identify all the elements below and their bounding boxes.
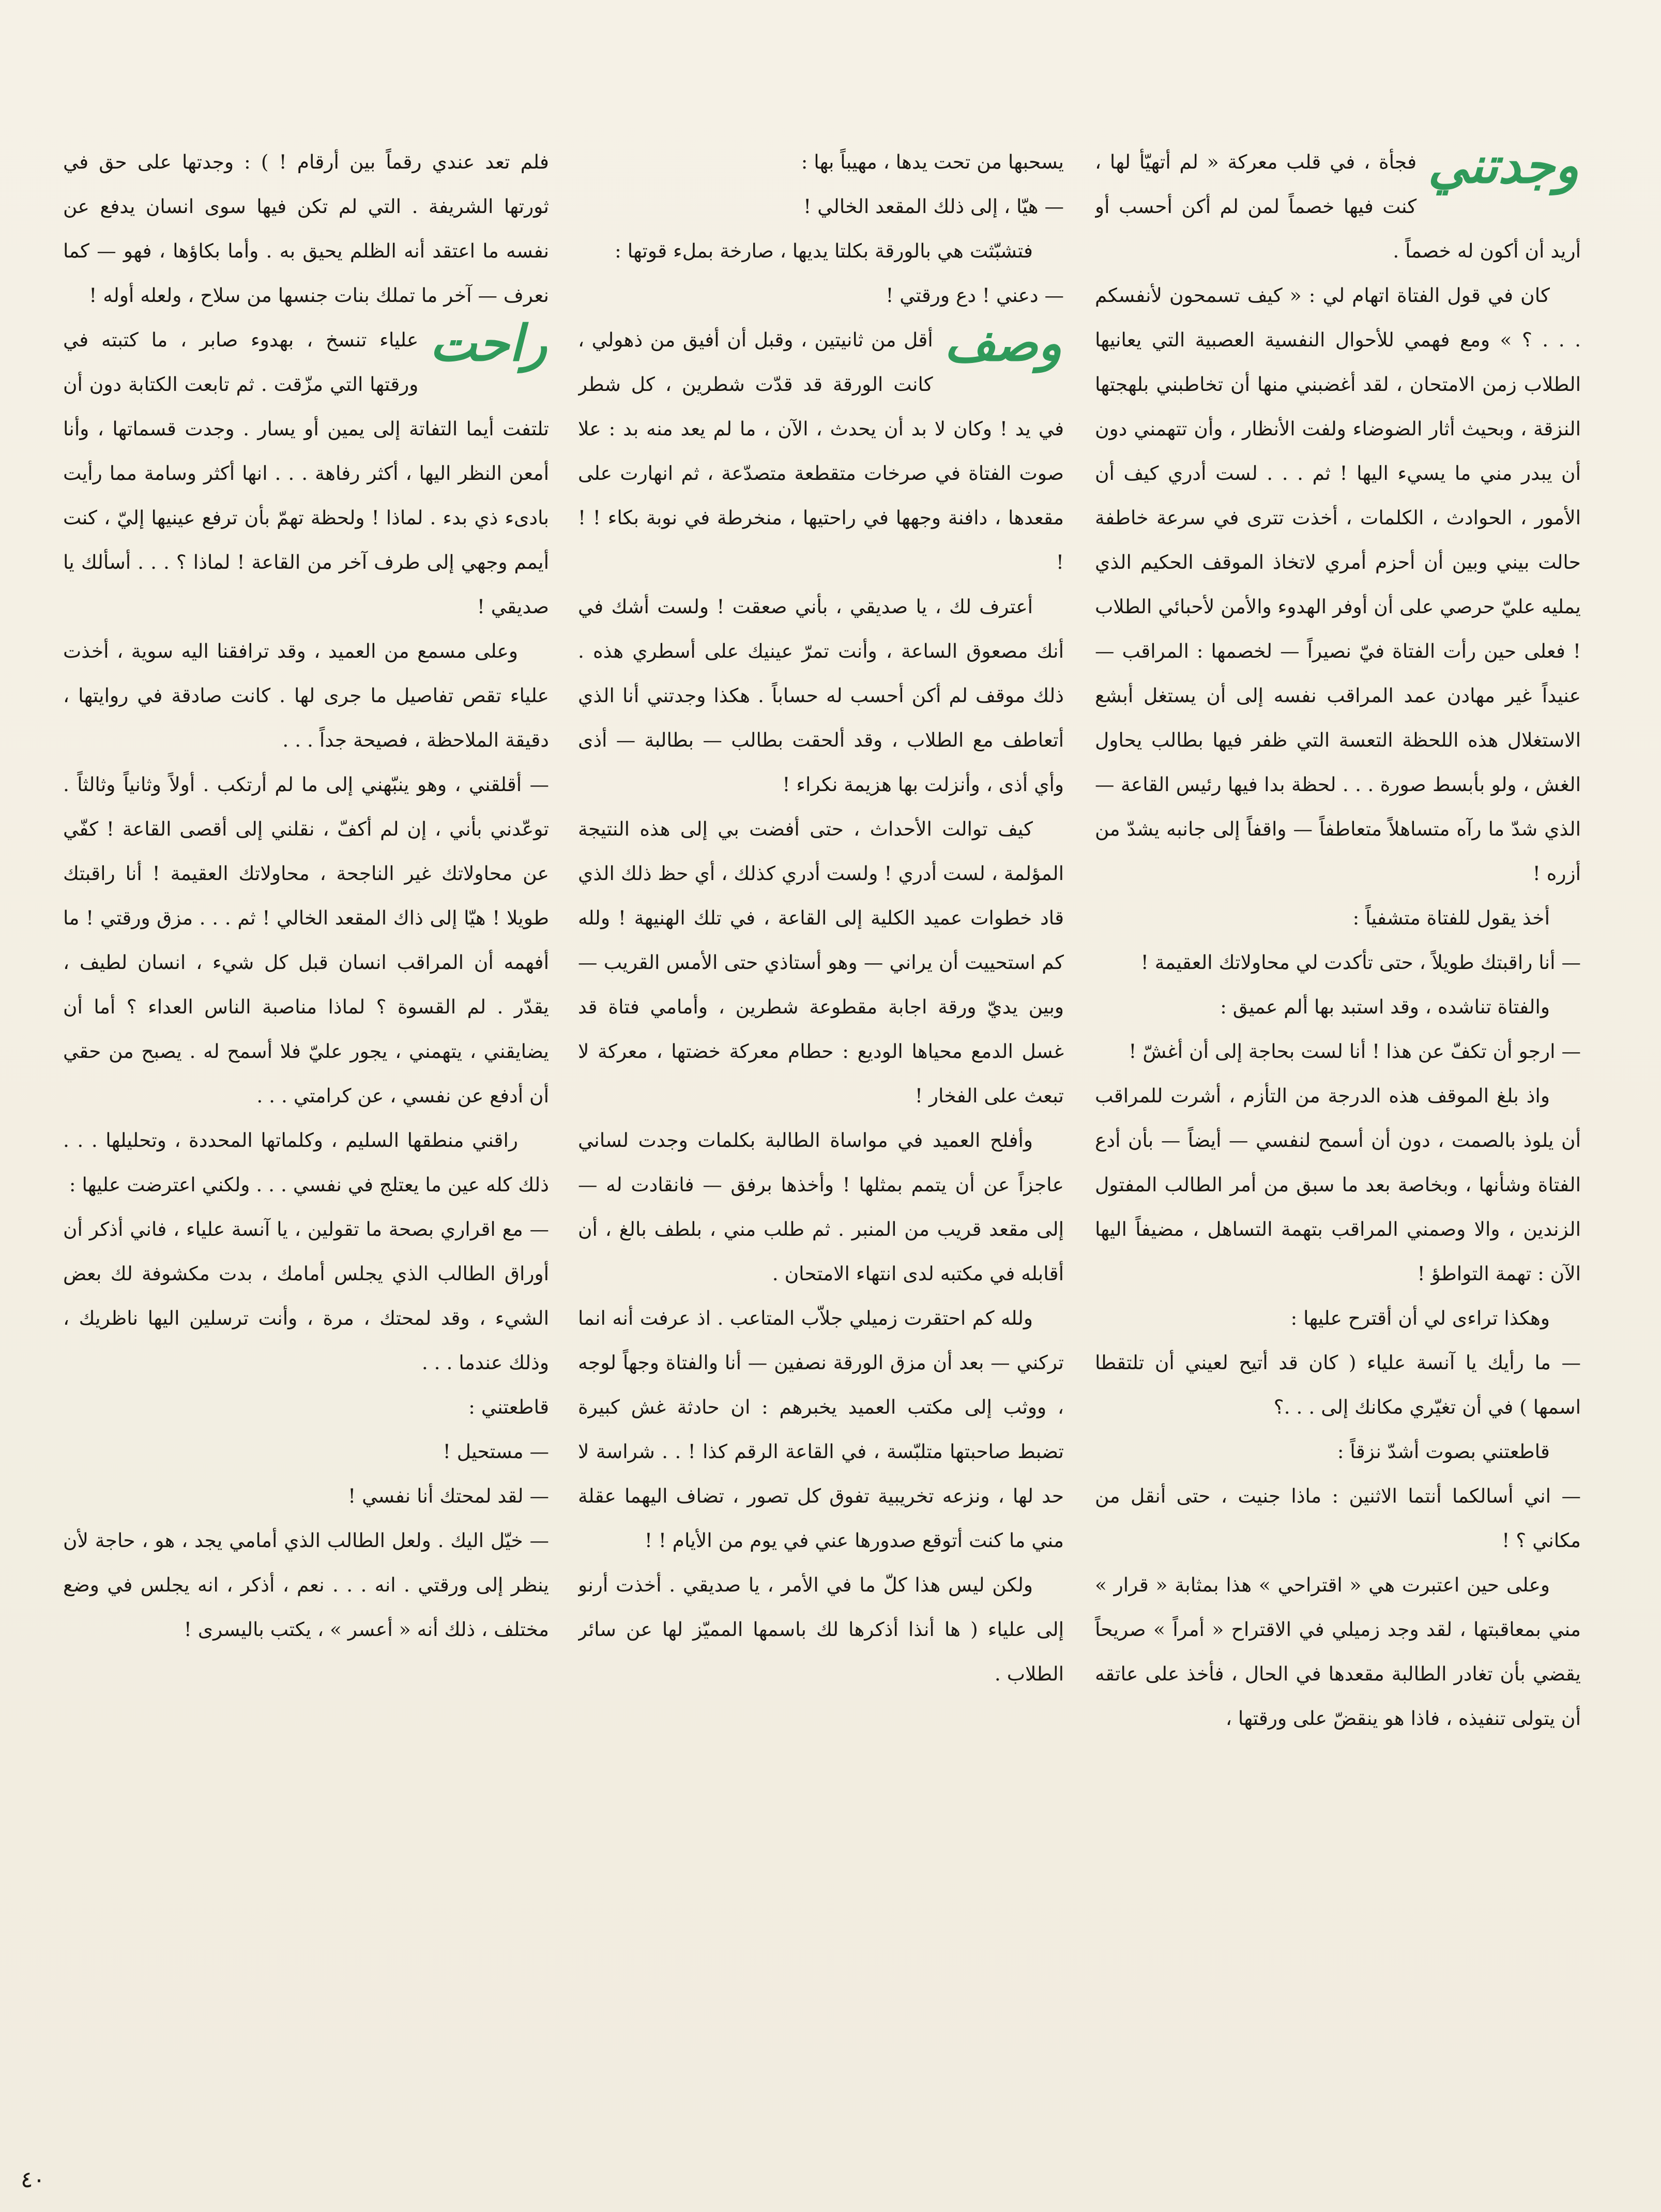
- paragraph: ولله كم احتقرت زميلي جلاّب المتاعب . اذ عرفت أنه انما تركني — بعد أن مزق الورقة نصفين — أنا والفتاة وجهاً لوجه ، ووثب إلى مكتب العميد يخبرهم : ان حادثة غش كبيرة تضبط صاحبتها متلبّسة ، في القاعة الرقم كذا ! . . شراسة لا حد لها ، ونزعه تخريبية تفوق كل تصور ، تضاف اليهما عقلة مني ما كنت أتوقع صدورها عني في يوم من الأيام ! !: [578, 1307, 1064, 1552]
- section-heading-left: راحت: [430, 314, 547, 372]
- text-column-right: [1095, 140, 1581, 2120]
- paragraph: وأفلح العميد في مواساة الطالبة بكلمات وجدت لساني عاجزاً عن أن يتمم بمثلها ! وأخذها برفق — فانقادت له — إلى مقعد قريب من المنبر . ثم طلب مني ، بلطف بالغ ، أن أقابله في مكتبه لدى انتهاء الامتحان .: [578, 1129, 1064, 1285]
- paragraph: — أقلقني ، وهو ينبّهني إلى ما لم أرتكب . أولاً وثانياً وثالثاً . توعّدني بأني ، إن لم أكفّ ، نقلني إلى أقصى القاعة ! كفّي عن محاولاتك غير الناجحة ، محاولاتك العقيمة ! أنا راقبتك طويلا ! هيّا إلى ذاك المقعد الخالي ! ثم . . . مزق ورقتي ! ما أفهمه أن المراقب انسان قبل كل شيء ، انسان لطيف ، يقدّر . لم القسوة ؟ لماذا مناصبة الناس العداء ؟ أما أن يضايقني ، يتهمني ، يجور عليّ فلا أسمح له . يصبح من حقي أن أدفع عن نفسي ، عن كرامتي . . .: [63, 773, 549, 1107]
- page-number: ٤٠: [21, 2166, 45, 2193]
- paragraph: والفتاة تناشده ، وقد استبد بها ألم عميق :: [1220, 995, 1550, 1018]
- paragraph: أقل من ثانيتين ، وقبل أن أفيق من ذهولي ، كانت الورقة قد قدّت شطرين ، كل شطر في يد ! وكان لا بد أن يحدث ، الآن ، ما لم يعد منه بد : علا صوت الفتاة في صرخات متقطعة متصدّعة ، ثم انهارت على مقعدها ، دافنة وجهها في راحتيها ، منخرطة في نوبة بكاء ! ! !: [578, 328, 1064, 573]
- paragraph: — لقد لمحتك أنا نفسي !: [348, 1484, 549, 1507]
- paragraph: فلم تعد عندي رقماً بين أرقام ! ) : وجدتها على حق في ثورتها الشريفة . التي لم تكن فيها سوى انسان يدفع عن نفسه ما اعتقد أنه الظلم يحيق به . وأما بكاؤها ، فهو — كما نعرف — آخر ما تملك بنات جنسها من سلاح ، ولعله أوله !: [63, 150, 549, 307]
- paragraph: وعلى مسمع من العميد ، وقد ترافقنا اليه سوية ، أخذت علياء تقص تفاصيل ما جرى لها . كانت صادقة في روايتها ، دقيقة الملاحظة ، فصيحة جداً . . .: [63, 640, 549, 751]
- paragraph: راقني منطقها السليم ، وكلماتها المحددة ، وتحليلها . . . ذلك كله عين ما يعتلج في نفسي . . . ولكني اعترضت عليها :: [63, 1129, 549, 1196]
- paragraph: — هيّا ، إلى ذلك المقعد الخالي !: [803, 195, 1064, 218]
- paragraph: يسحبها من تحت يدها ، مهيباً بها :: [801, 150, 1064, 173]
- paragraph: علياء تنسخ ، بهدوء صابر ، ما كتبته في ورقتها التي مزّقت . ثم تابعت الكتابة دون أن تلتفت أيما التفاتة إلى يمين أو يسار . وجدت قسماتها ، وأنا أمعن النظر اليها ، أكثر رفاهة . . . انها أكثر وسامة مما رأيت بادىء ذي بدء . لماذا ! ولحظة تهمّ بأن ترفع عينيها إليّ ، كنت أيمم وجهي إلى طرف آخر من القاعة ! لماذا ؟ . . . أسألك يا صديقي !: [63, 328, 549, 618]
- paragraph: وهكذا تراءى لي أن أقترح عليها :: [1290, 1307, 1550, 1329]
- paragraph: قاطعتني :: [468, 1396, 549, 1418]
- paragraph: ولكن ليس هذا كلّ ما في الأمر ، يا صديقي . أخذت أرنو إلى علياء ( ها أنذا أذكرها لك باسمها المميّز لها عن سائر الطلاب .: [578, 1573, 1064, 1685]
- paragraph: — خيّل اليك . ولعل الطالب الذي أمامي يجد ، هو ، حاجة لأن ينظر إلى ورقتي . انه . . . نعم ، أذكر ، انه يجلس في وضع مختلف ، ذلك أنه « أعسر » ، يكتب باليسرى !: [63, 1529, 549, 1641]
- paragraph: فتشبّثت هي بالورقة بكلتا يديها ، صارخة بملء قوتها :: [615, 239, 1033, 262]
- paragraph: — مستحيل !: [443, 1440, 549, 1463]
- paragraph: فجأة ، في قلب معركة « لم أتهيّأ لها ، كنت فيها خصماً لمن لم أكن أحسب أو أريد أن أكون له خصماً .: [1095, 150, 1581, 262]
- paragraph: — دعني ! دع ورقتي !: [886, 284, 1064, 307]
- paragraph: أخذ يقول للفتاة متشفياً :: [1352, 906, 1550, 929]
- paragraph: قاطعتني بصوت أشدّ نزقاً :: [1337, 1440, 1550, 1463]
- text-column-middle: [578, 140, 1064, 2120]
- paragraph: كان في قول الفتاة اتهام لي : « كيف تسمحون لأنفسكم . . . ؟ » ومع فهمي للأحوال النفسية العصبية التي يعانيها الطلاب زمن الامتحان ، لقد أغضبني منها أن تخاطبني بلهجتها النزقة ، وبحيث أثار الضوضاء ولفت الأنظار ، وأن تتهمني دون أن يبدر مني ما يسيء اليها ! ثم . . . لست أدري كيف أن الأمور ، الحوادث ، الكلمات ، أخذت تترى في سرعة خاطفة حالت بيني وبين أن أحزم أمري لاتخاذ الموقف الحكيم الذي يمليه عليّ حرصي على أن أوفر الهدوء والأمن لأحبائي الطلاب ! فعلى حين رأت الفتاة فيّ نصيراً — لخصمها : المراقب — عنيداً غير مهادن عمد المراقب نفسه إلى أن يستغل أبشع الاستغلال هذه اللحظة التعسة التي ظفر فيها بطالب يحاول الغش ، ولو بأبسط صورة . . . لحظة بدا فيها رئيس القاعة — الذي شدّ ما رآه متساهلاً متعاطفاً — واقفاً إلى جانبه يشدّ من أزره !: [1095, 284, 1581, 885]
- text-column-left: [63, 140, 549, 2120]
- paragraph: — أنا راقبتك طويلاً ، حتى تأكدت لي محاولاتك العقيمة !: [1140, 951, 1581, 974]
- paragraph: — ما رأيك يا آنسة علياء ( كان قد أتيح لعيني أن تلتقطا اسمها ) في أن تغيّري مكانك إلى . . .؟: [1095, 1351, 1581, 1418]
- paragraph: — ارجو أن تكفّ عن هذا ! أنا لست بحاجة إلى أن أغشّ !: [1129, 1040, 1581, 1063]
- paragraph: أعترف لك ، يا صديقي ، بأني صعقت ! ولست أشك في أنك مصعوق الساعة ، وأنت تمرّ عينيك على أسطري هذه . ذلك موقف لم أكن أحسب له حساباً . هكذا وجدتني أنا الذي أتعاطف مع الطلاب ، وقد ألحقت بطالب — بطالبة — أذى وأي أذى ، وأنزلت بها هزيمة نكراء !: [578, 595, 1064, 796]
- paragraph: وعلى حين اعتبرت هي « اقتراحي » هذا بمثابة « قرار » مني بمعاقبتها ، لقد وجد زميلي في الاقتراح « أمراً » صريحاً يقضي بأن تغادر الطالبة مقعدها في الحال ، فأخذ على عاتقه أن يتولى تنفيذه ، فاذا هو ينقضّ على ورقتها ،: [1095, 1573, 1581, 1730]
- section-heading-middle: وصف: [944, 314, 1062, 372]
- paragraph: واذ بلغ الموقف هذه الدرجة من التأزم ، أشرت للمراقب أن يلوذ بالصمت ، دون أن أسمح لنفسي — أيضاً — بأن أدع الفتاة وشأنها ، وبخاصة بعد ما سبق من أمر الطالب المفتول الزندين ، والا وصمني المراقب بتهمة التساهل ، مضيفاً اليها الآن : تهمة التواطؤ !: [1095, 1084, 1581, 1285]
- paragraph: — اني أسالكما أنتما الاثنين : ماذا جنيت ، حتى أنقل من مكاني ؟ !: [1095, 1484, 1581, 1552]
- section-heading-right: وجدتني: [1428, 140, 1579, 194]
- paragraph: كيف توالت الأحداث ، حتى أفضت بي إلى هذه النتيجة المؤلمة ، لست أدري ! ولست أدري كذلك ، أي حظ ذلك الذي قاد خطوات عميد الكلية إلى القاعة ، في تلك الهنيهة ! ولله كم استحييت أن يراني — وهو أستاذي حتى الأمس القريب — وبين يديّ ورقة اجابة مقطوعة شطرين ، وأمامي فتاة قد غسل الدمع محياها الوديع : حطام معركة خضتها ، معركة لا تبعث على الفخار !: [578, 817, 1064, 1107]
- paragraph: — مع اقراري بصحة ما تقولين ، يا آنسة علياء ، فاني أذكر أن أوراق الطالب الذي يجلس أمامك ، بدت مكشوفة لك بعض الشيء ، وقد لمحتك ، مرة ، وأنت ترسلين اليها ناظريك ، وذلك عندما . . .: [63, 1218, 549, 1374]
